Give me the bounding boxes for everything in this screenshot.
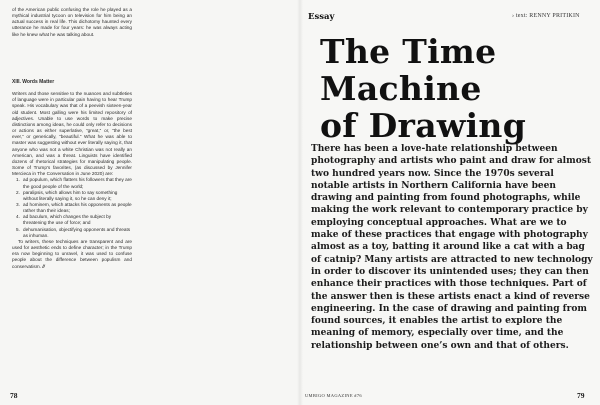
end-mark: //: [42, 263, 45, 269]
article-title: [320, 33, 590, 144]
list-item-number: 2.: [16, 189, 20, 195]
list-item-text: dehumanisation, objectifying opponents and threats as inhuman.: [23, 226, 131, 238]
intro-paragraph: of the American public confusing the role he played as a mythical industrial tycoon on television for him being an actual success in real life. This dichotomy haunted every utterance he made for four years: he was always acting like he knew what he was talking about.: [12, 7, 132, 37]
magazine-footer: UMBIGO MAGAZINE #76: [305, 393, 362, 398]
list-item-text: ad baculum, which changes the subject by threatening the use of force; and: [23, 214, 112, 226]
list-item-number: 3.: [16, 201, 20, 207]
page-number-left: 78: [10, 391, 18, 400]
list-item-number: 4.: [16, 214, 20, 220]
title-line: The Time: [320, 32, 497, 71]
body-paragraph: Writers and those sensitive to the nuances and subtleties of language were in particular pain having to hear Trump speak. His vocabulary was that of a peevish sixteen-year old student. Most galling were his limited repository of adjectives. Unable to use words to make precise distinctions among ideas, he could only refer to decisions or actions as either superlative, “great,” or, “the best ever,” or generically, “beautiful.” What he was able to master was suggesting without ever literally saying it, that anyone who was not a white Christian was not really an American, and was a threat. Linguists have identified dozens of rhetorical strategies for manipulating people. Some of Trump’s favorites, (as discussed by Jennifer Mercieca in The Conversation in June 2020) are:: [12, 91, 132, 177]
list-item: [12, 190, 132, 202]
list-item: [12, 227, 132, 239]
page-gutter: [297, 0, 303, 405]
list-item-text: ad hominem, which attacks his opponents as people rather than their ideas;: [23, 201, 132, 214]
page-number-right: 79: [577, 391, 585, 400]
list-item: [12, 202, 132, 214]
list-item-number: 1.: [16, 177, 20, 183]
list-item: [12, 177, 132, 189]
lead-paragraph: There has been a love-hate relationship between photography and artists who paint and draw for almost two hundred years now. Since the 1970s several notable artists in Northern California have been drawing and painting from found photographs, while making the work relevant to contemporary practice by employing conceptual approaches. What are we to make of these practices that engage with photography almost as a toy, batting it around like a cat with a bag of catnip? Many artists are attracted to new technology in order to discover its unintended uses; they can then enhance their practices with those techniques. Part of the answer then is these artists enact a kind of reverse engineering. In the case of drawing and painting from found sources, it enables the artist to explore the meaning of memory, especially over time, and the relationship between one’s own and that of others.: [311, 144, 593, 351]
closing-paragraph: [12, 239, 132, 270]
author-credit: › text: RENNY PRITIKIN: [512, 13, 580, 19]
title-line: Machine: [320, 69, 482, 108]
rhetoric-list: [12, 177, 132, 239]
closing-paragraph-text: To writers, these techniques are transparent and are used for aesthetic ends to define character; in the Trump era now beginning to unravel, it was used to confuse people about the difference between populism and conservatism.: [12, 238, 132, 269]
title-line: of Drawing: [320, 106, 527, 145]
section-label: Essay: [308, 12, 335, 22]
list-item-text: ad populum, which flatters his followers that they are the good people of the world;: [23, 177, 132, 189]
list-item-text: paralipsis, which allows him to say something without literally saying it, so he can deny it;: [23, 189, 118, 201]
list-item-number: 5.: [16, 226, 20, 232]
left-page-body: [12, 79, 132, 270]
list-item: [12, 214, 132, 226]
section-heading: XIII. Words Matter: [12, 79, 55, 85]
